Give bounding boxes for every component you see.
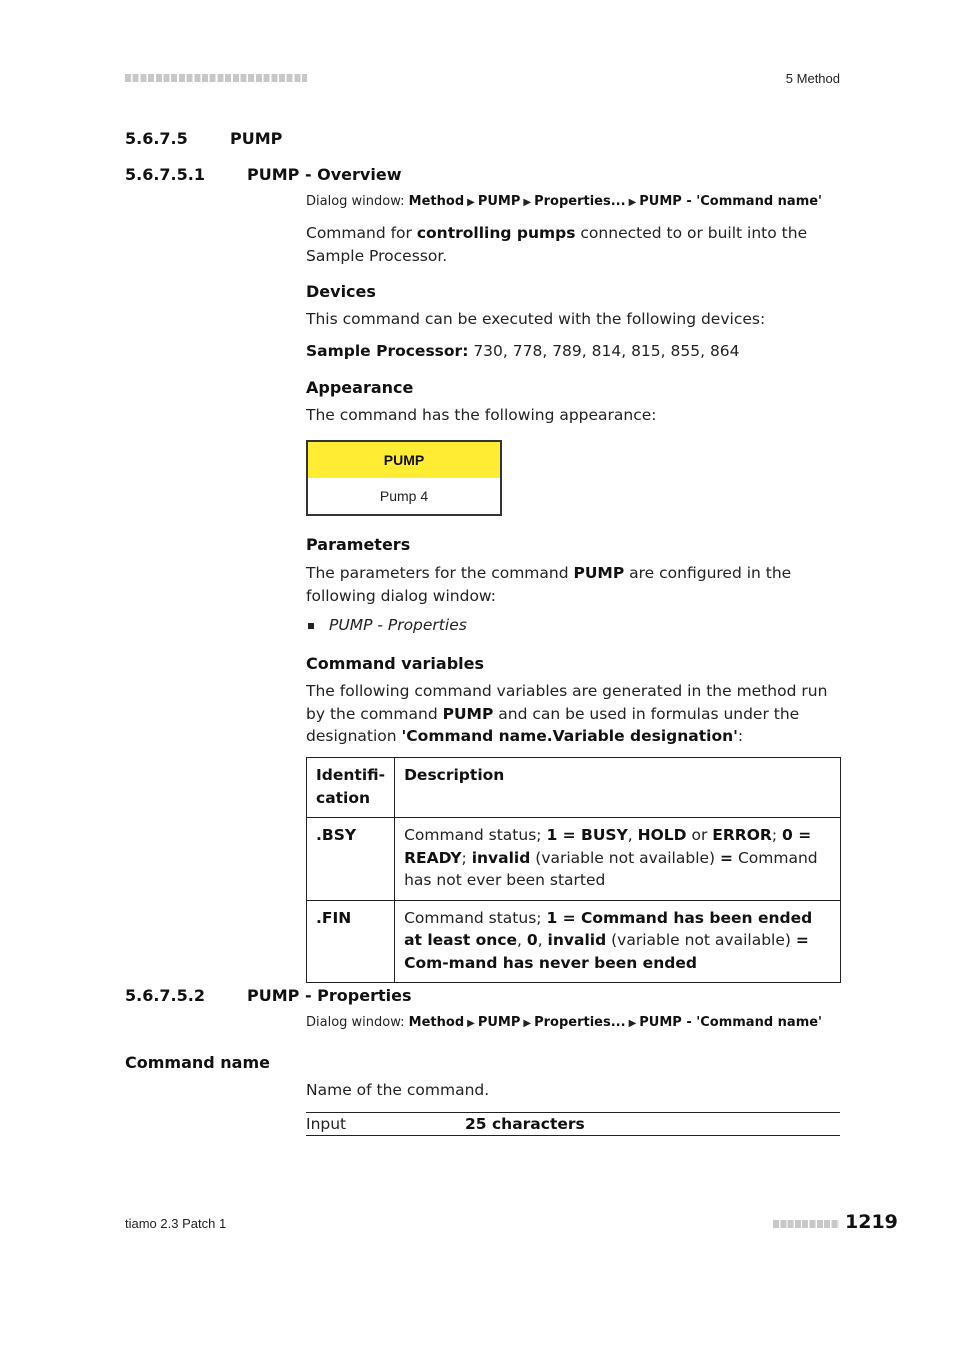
table-header-cell: Description (395, 758, 841, 818)
input-value: 25 characters (465, 1115, 585, 1133)
description-fragment: , (517, 931, 527, 949)
dialog-path-item: Properties... (534, 1015, 626, 1030)
bullet-marker (308, 623, 314, 629)
dialog-window-path: Dialog window: Method ▶ PUMP ▶ Properties... ▶ PUMP - 'Command name' (306, 1015, 823, 1030)
description-fragment: Command has not ever been started (404, 848, 818, 889)
page-number: 1219 (845, 1211, 898, 1233)
subsection-title: PUMP - Properties (247, 986, 412, 1005)
variable-id-cell: .BSY (307, 818, 395, 901)
dialog-label: Dialog window: (306, 1015, 405, 1030)
command-variables-heading: Command variables (306, 654, 484, 673)
subsection-heading (125, 165, 401, 184)
description-fragment: HOLD (637, 826, 687, 844)
table-row (307, 900, 841, 983)
description-fragment: , (627, 826, 638, 844)
description-fragment: (variable not available) (530, 848, 721, 867)
table-header-cell: Identifi- cation (307, 758, 395, 818)
description-fragment: = Com-mand has never been ended (404, 931, 809, 972)
description-fragment: ; (771, 826, 783, 844)
command-box-title: PUMP (308, 442, 500, 478)
footer-decoration (773, 1220, 839, 1228)
subsection-title: PUMP - Overview (247, 165, 402, 184)
bullet-link-pump-properties[interactable]: PUMP - Properties (329, 616, 467, 634)
parameters-heading: Parameters (306, 535, 411, 554)
section-title: PUMP (230, 129, 283, 148)
table-header-row (307, 758, 841, 818)
dialog-path-item: PUMP (477, 1015, 521, 1030)
appearance-text: The command has the following appearance: (306, 406, 657, 424)
variable-description-cell (395, 900, 841, 983)
parameters-text: The parameters for the command PUMP are configured in the following dialog window: (306, 564, 792, 605)
header-decoration (125, 74, 307, 82)
description-fragment: 1 = BUSY (546, 826, 628, 844)
variable-description-cell (395, 818, 841, 901)
subsection-number: 5.6.7.5.2 (125, 986, 205, 1005)
description-fragment: 1 = Command has been ended at least once (404, 908, 813, 949)
description-fragment: invalid (471, 848, 531, 867)
description-fragment: (variable not available) (606, 931, 796, 949)
section-heading (125, 129, 282, 148)
appearance-heading: Appearance (306, 378, 414, 397)
sample-processor-line: Sample Processor: 730, 778, 789, 814, 815, 855, 864 (306, 342, 740, 360)
dialog-label: Dialog window: (306, 194, 405, 209)
dialog-path-item: Method (408, 194, 465, 209)
description-fragment: ; (461, 848, 472, 867)
chapter-label: 5 Method (785, 71, 840, 86)
command-variables-table (306, 757, 841, 983)
dialog-path-item: Properties... (534, 194, 626, 209)
dialog-path-item: PUMP (477, 194, 521, 209)
description-fragment: ERROR (712, 826, 772, 844)
description-fragment: Command status; (404, 908, 547, 927)
description-fragment: = (720, 848, 734, 867)
command-box-subtitle: Pump 4 (379, 488, 429, 504)
description-fragment: Command status; (404, 826, 547, 844)
devices-text: This command can be executed with the following devices: (306, 310, 766, 328)
command-appearance-box (306, 440, 502, 516)
section-number: 5.6.7.5 (125, 129, 188, 148)
dialog-window-path: Dialog window: Method ▶ PUMP ▶ Properties... ▶ PUMP - 'Command name' (306, 194, 823, 209)
input-table-bottom-rule (306, 1135, 840, 1136)
intro-paragraph: Command for controlling pumps connected to or built into the Sample Processor. (306, 224, 808, 265)
subsection-number: 5.6.7.5.1 (125, 165, 205, 184)
dialog-path-item: PUMP - 'Command name' (639, 1015, 823, 1030)
command-name-heading: Command name (125, 1053, 270, 1072)
dialog-path-item: Method (408, 1015, 465, 1030)
command-variables-text: The following command variables are generated in the method run by the command PUMP and can be used in formulas under the designation 'Command name.Variable designation': (306, 682, 828, 745)
variable-id-cell: .FIN (307, 900, 395, 983)
subsection-heading (125, 986, 411, 1005)
command-name-text: Name of the command. (306, 1081, 490, 1099)
description-fragment: 0 = READY (404, 826, 812, 867)
footer-product: tiamo 2.3 Patch 1 (125, 1216, 227, 1231)
dialog-path-item: PUMP - 'Command name' (639, 194, 823, 209)
devices-heading: Devices (306, 282, 376, 301)
table-row (307, 818, 841, 901)
description-fragment: , (537, 931, 548, 949)
description-fragment: or (686, 826, 713, 844)
input-label: Input (306, 1115, 347, 1133)
description-fragment: 0 (526, 931, 538, 949)
description-fragment: invalid (547, 931, 607, 949)
